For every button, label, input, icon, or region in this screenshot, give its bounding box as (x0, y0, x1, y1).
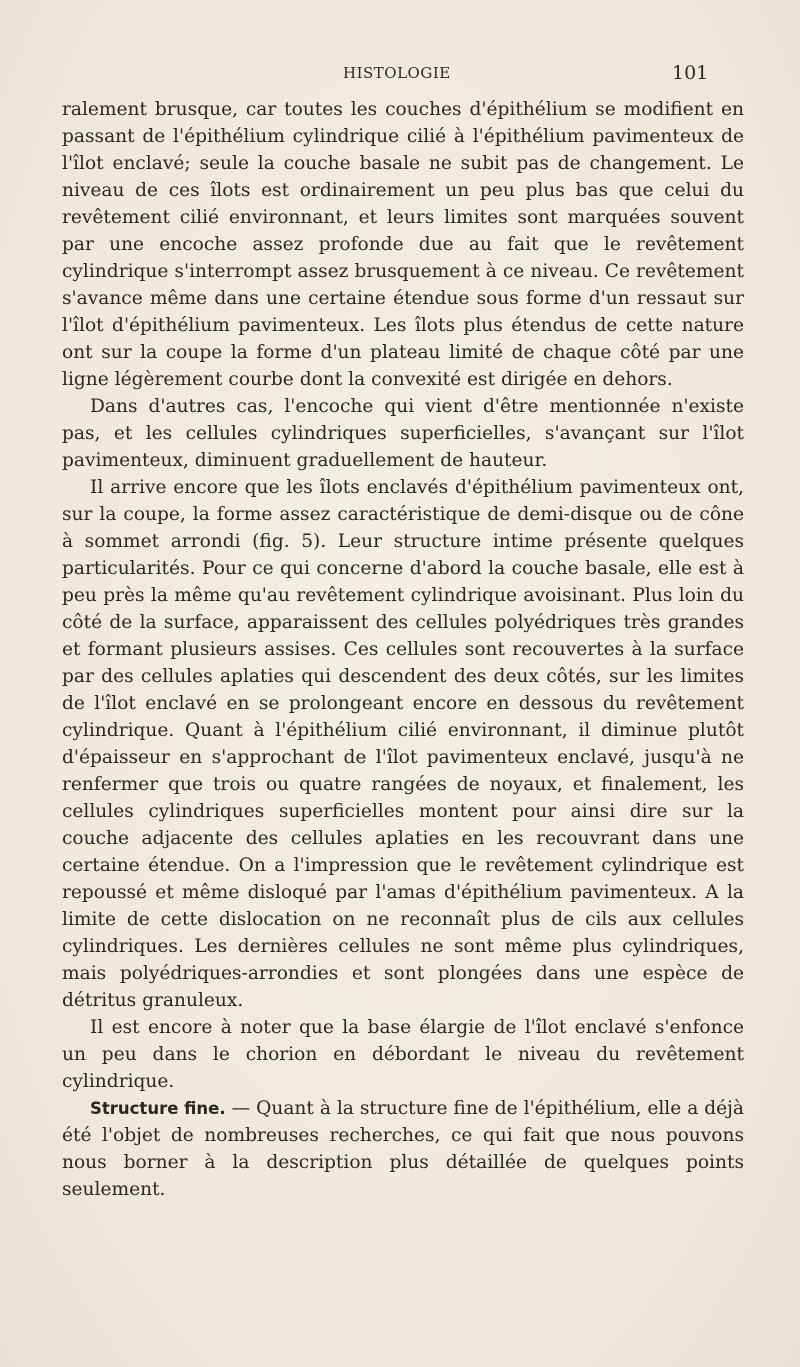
paragraph: Il arrive encore que les îlots enclavés d'épithélium pavimenteux ont, sur la coupe, la forme assez caractéristique de demi-disque ou de cône à sommet arrondi (fig. 5). Leur structure intime présente quelques particularités. Pour ce qui concerne d'abord la couche basale, elle est à peu près la même qu'au revêtement cylindrique avoisinant. Plus loin du côté de la surface, apparaissent des cellules polyédriques très grandes et formant plusieurs assises. Ces cellules sont recouvertes à la surface par des cellules aplaties qui descendent des deux côtés, sur les limites de l'îlot enclavé en se prolongeant encore en dessous du revêtement cylindrique. Quant à l'épithélium cilié environnant, il diminue plutôt d'épaisseur en s'approchant de l'îlot pavimenteux enclavé, jusqu'à ne renfermer que trois ou quatre rangées de noyaux, et finalement, les cellules cylindriques superficielles montent pour ainsi dire sur la couche adjacente des cellules aplaties en les recouvrant dans une certaine étendue. On a l'impression que le revêtement cylindrique est repoussé et même disloqué par l'amas d'épithélium pavimenteux. A la limite de cette dislocation on ne reconnaît plus de cils aux cellules cylindriques. Les dernières cellules ne sont même plus cylindriques, mais polyédriques-arrondies et sont plongées dans une espèce de détritus granuleux. (62, 477, 744, 1011)
paragraph-text: — Quant à la structure fine de l'épithélium, elle a déjà été l'objet de nombreuses recherches, ce qui fait que nous pouvons nous borner à la description plus détaillée de quelques points seulement. (62, 1098, 744, 1200)
paragraph: Il est encore à noter que la base élargie de l'îlot enclavé s'enfonce un peu dans le chorion en débordant le niveau du revêtement cylindrique. (62, 1017, 744, 1092)
page-number: 101 (672, 62, 709, 84)
paragraph-continued: ralement brusque, car toutes les couches d'épithélium se modifient en passant de l'épithélium cylindrique cilié à l'épithélium pavimenteux de l'îlot enclavé; seule la couche basale ne subit pas de changement. Le niveau de ces îlots est ordinairement un peu plus bas que celui du revêtement cilié environnant, et leurs limites sont marquées souvent par une encoche assez profonde due au fait que le revêtement cylindrique s'interrompt assez brusquement à ce niveau. Ce revêtement s'avance même dans une certaine étendue sous forme d'un ressaut sur l'îlot d'épithélium pavimenteux. Les îlots plus étendus de cette nature ont sur la coupe la forme d'un plateau limité de chaque côté par une ligne légèrement courbe dont la convexité est dirigée en dehors. (62, 99, 744, 390)
paragraph: Dans d'autres cas, l'encoche qui vient d'être mentionnée n'existe pas, et les cellules cylindriques superficielles, s'avançant sur l'îlot pavimenteux, diminuent graduellement de hauteur. (62, 396, 744, 471)
paragraph-structure-fine (62, 1095, 744, 1203)
run-in-heading: Structure fine. (90, 1099, 226, 1118)
running-head (0, 62, 800, 88)
running-title: HISTOLOGIE (343, 64, 451, 82)
body-text (62, 96, 744, 1203)
